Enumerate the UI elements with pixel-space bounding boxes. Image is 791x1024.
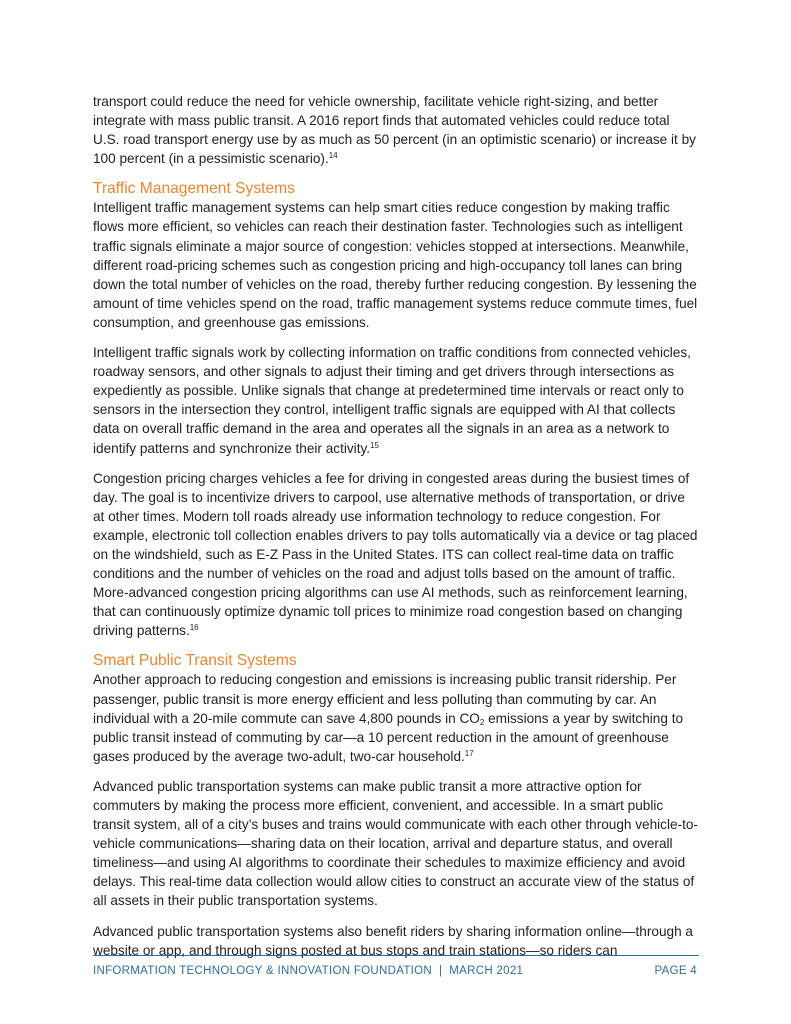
- page-body: [93, 92, 699, 971]
- footnote-marker: 14: [328, 151, 338, 161]
- transit-paragraph-2: Advanced public transportation systems can make public transit a more attractive option for commuters by making the process more efficient, convenient, and accessible. In a smart public transit system, all of a city’s buses and trains would communicate with each other through vehicle-to-vehicle communications—sharing data on their location, arrival and departure status, and overall timeliness—and using AI algorithms to coordinate their schedules to maximize efficiency and avoid delays. This real-time data collection would allow cities to construct an accurate view of the status of all assets in their public transportation systems.: [93, 778, 698, 909]
- intro-text: transport could reduce the need for vehicle ownership, facilitate vehicle right-sizing, and better integrate with mass public transit. A 2016 report finds that automated vehicles could reduce total U.S. road transport energy use by as much as 50 percent (in an optimistic scenario) or increase it by 100 percent (in a pessimistic scenario).: [93, 94, 696, 167]
- traffic-paragraph-2: [93, 343, 699, 458]
- footnote-marker: 17: [464, 748, 474, 758]
- transit-paragraph-1-text-b: emissions a year by switching to public transit instead of commuting by car—a 10 percent reduction in the amount of greenhouse gases produced by the average two-adult, two-car household.: [93, 710, 684, 764]
- subscript-2: 2: [479, 717, 485, 727]
- footnote-marker: 16: [189, 623, 199, 633]
- section-heading-transit: Smart Public Transit Systems: [93, 652, 297, 670]
- footer-publisher: INFORMATION TECHNOLOGY & INNOVATION FOUNDATION | MARCH 2021: [93, 965, 524, 977]
- footnote-marker: 15: [370, 440, 379, 450]
- traffic-paragraph-2-text: Intelligent traffic signals work by collecting information on traffic conditions from connected vehicles, roadway sensors, and other signals to adjust their timing and get drivers through intersections as expediently as possible. Unlike signals that change at predetermined time intervals or react only to sensors in the intersection they control, intelligent traffic signals are equipped with AI that collects data on overall traffic demand in the area and operates all the signals in an area as a network to identify patterns and synchronize their activity.: [93, 345, 691, 456]
- footer-divider: [93, 955, 699, 956]
- intro-paragraph: [93, 92, 699, 168]
- transit-paragraph-3: Advanced public transportation systems also benefit riders by sharing information online—through a website or app, and through signs posted at bus stops and train stations—so riders can: [93, 923, 693, 958]
- traffic-paragraph-3-text: Congestion pricing charges vehicles a fee for driving in congested areas during the busiest times of day. The goal is to incentivize drivers to carpool, use alternative methods of transportation, or drive at other times. Modern toll roads already use information technology to reduce congestion. For example, electronic toll collection enables drivers to pay tolls automatically via a device or tag placed on the windshield, such as E-Z Pass in the United States. ITS can collect real-time data on traffic conditions and the number of vehicles on the road and adjust tolls based on the amount of traffic. More-advanced congestion pricing algorithms can use AI methods, such as reinforcement learning, that can continuously optimize dynamic toll prices to minimize road congestion based on changing driving patterns.: [93, 470, 698, 639]
- transit-paragraph-1: [93, 670, 699, 765]
- page-number: PAGE 4: [654, 965, 697, 977]
- transit-paragraph-1-text-a: Another approach to reducing congestion and emissions is increasing public transit ridership. Per passenger, public transit is more energy efficient and less polluting than commuting by car. An individual with a 20-mile commute can save 4,800 pounds in CO: [93, 672, 677, 726]
- traffic-paragraph-3: [93, 469, 699, 641]
- section-heading-traffic: Traffic Management Systems: [93, 180, 295, 198]
- traffic-paragraph-1: Intelligent traffic management systems can help smart cities reduce congestion by making traffic flows more efficient, so vehicles can reach their destination faster. Technologies such as intelligent traffic signals eliminate a major source of congestion: vehicles stopped at intersections. Meanwhile, different road-pricing schemes such as congestion pricing and high-occupancy toll lanes can bring down the total number of vehicles on the road, thereby further reducing congestion. By lessening the amount of time vehicles spend on the road, traffic management systems reduce commute times, fuel consumption, and greenhouse gas emissions.: [93, 200, 698, 330]
